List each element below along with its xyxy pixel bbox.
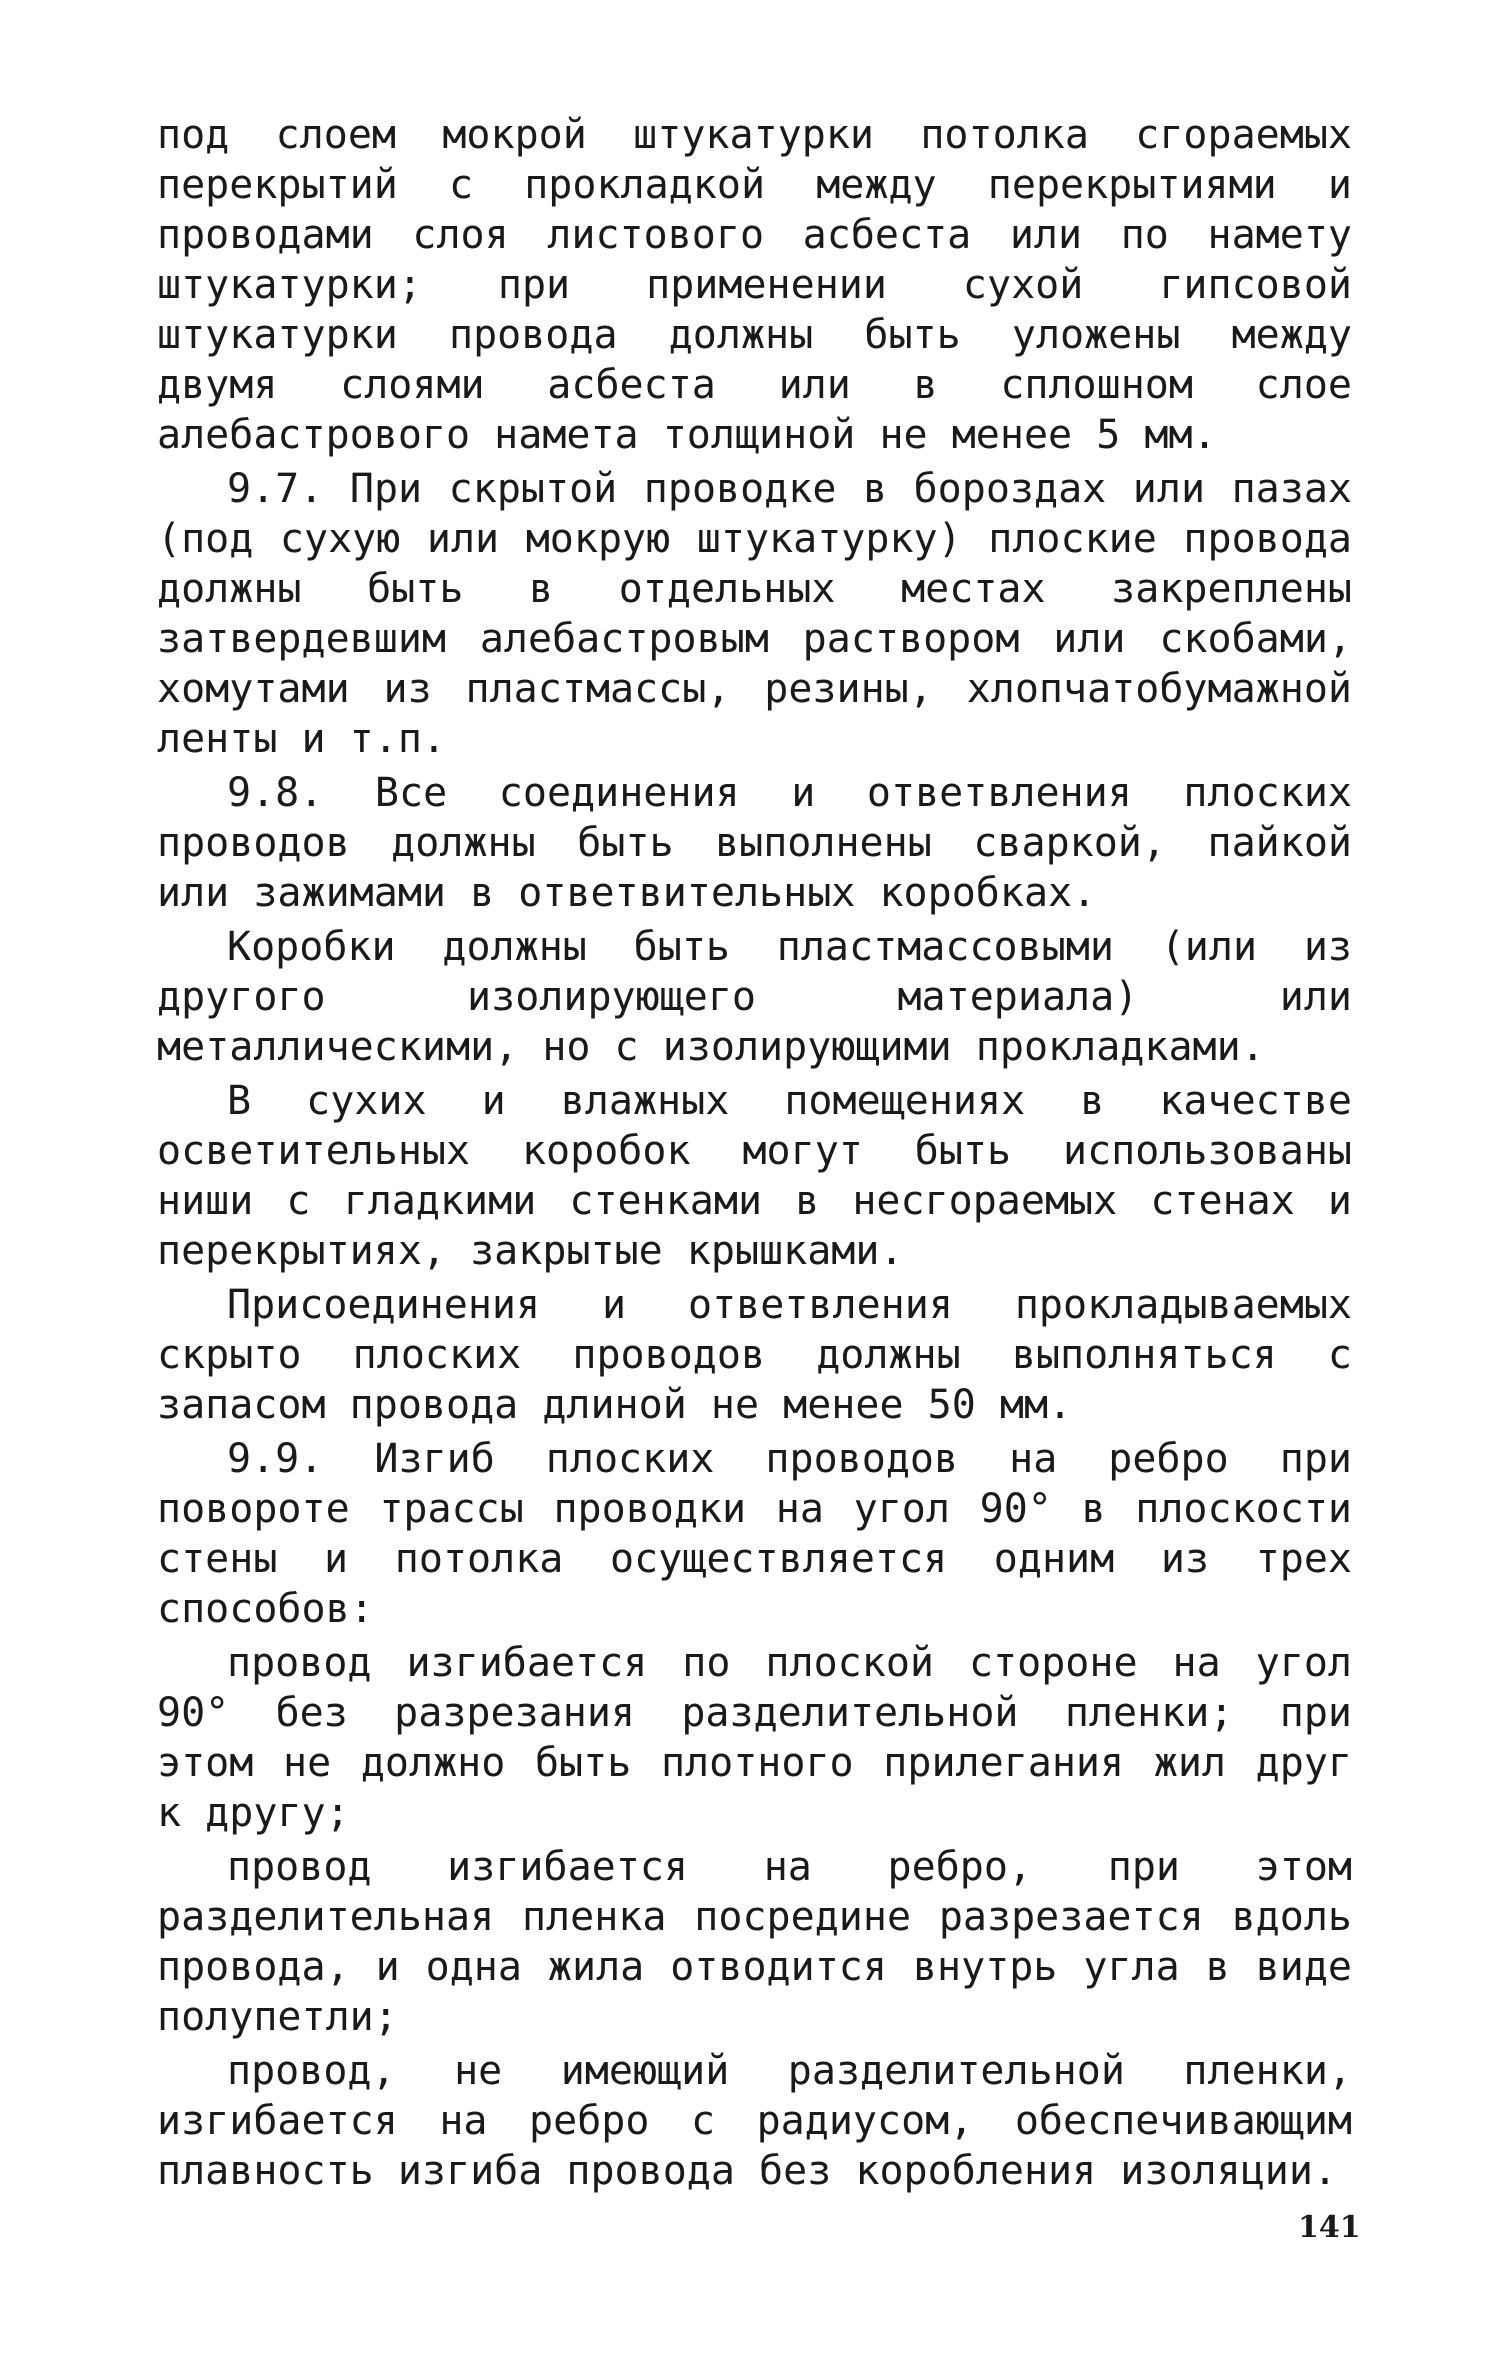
paragraph-dry-rooms: В сухих и влажных помещениях в качестве осветительных коробок могут быть использованы ниши с гладкими стенками в несгораемых стенах и перекрытиях, закрытые крышками.	[157, 1078, 1352, 1274]
paragraph-continuation: под слоем мокрой штукатурки потолка сгораемых перекрытий с прокладкой между перекрытиями и проводами слоя листового асбеста или по намету штукатурки; при применении сухой гипсовой штукатурки провода должны быть уложены между двумя слоями асбеста или в сплошном слое алебастрового намета толщиной не менее 5 мм.	[157, 112, 1352, 458]
list-item-method-1: провод изгибается по плоской стороне на угол 90° без разрезания разделительной пленки; при этом не должно быть плотного прилегания жил друг к другу;	[157, 1640, 1352, 1836]
list-item-method-3: провод, не имеющий разделительной пленки, изгибается на ребро с радиусом, обеспечивающим плавность изгиба провода без коробления изоляции.	[157, 2048, 1352, 2194]
paragraph-connections: Присоединения и ответвления прокладываемых скрыто плоских проводов должны выполняться с запасом провода длиной не менее 50 мм.	[157, 1282, 1352, 1428]
list-item-method-2: провод изгибается на ребро, при этом разделительная пленка посредине разрезается вдоль провода, и одна жила отводится внутрь угла в виде полупетли;	[157, 1844, 1352, 2040]
paragraph-9-9: 9.9. Изгиб плоских проводов на ребро при повороте трассы проводки на угол 90° в плоскости стены и потолка осуществляется одним из трех способов:	[157, 1436, 1352, 1632]
paragraph-9-8: 9.8. Все соединения и ответвления плоских проводов должны быть выполнены сваркой, пайкой или зажимами в ответвительных коробках.	[157, 770, 1352, 916]
paragraph-9-7: 9.7. При скрытой проводке в бороздах или пазах (под сухую или мокрую штукатурку) плоские провода должны быть в отдельных местах закреплены затвердевшим алебастровым раствором или скобами, хомутами из пластмассы, резины, хлопчатобумажной ленты и т.п.	[157, 466, 1352, 762]
body-text	[157, 110, 1352, 2200]
page-number: 141	[1298, 2210, 1361, 2245]
paragraph-boxes: Коробки должны быть пластмассовыми (или из другого изолирующего материала) или металлическими, но с изолирующими прокладками.	[157, 924, 1352, 1070]
